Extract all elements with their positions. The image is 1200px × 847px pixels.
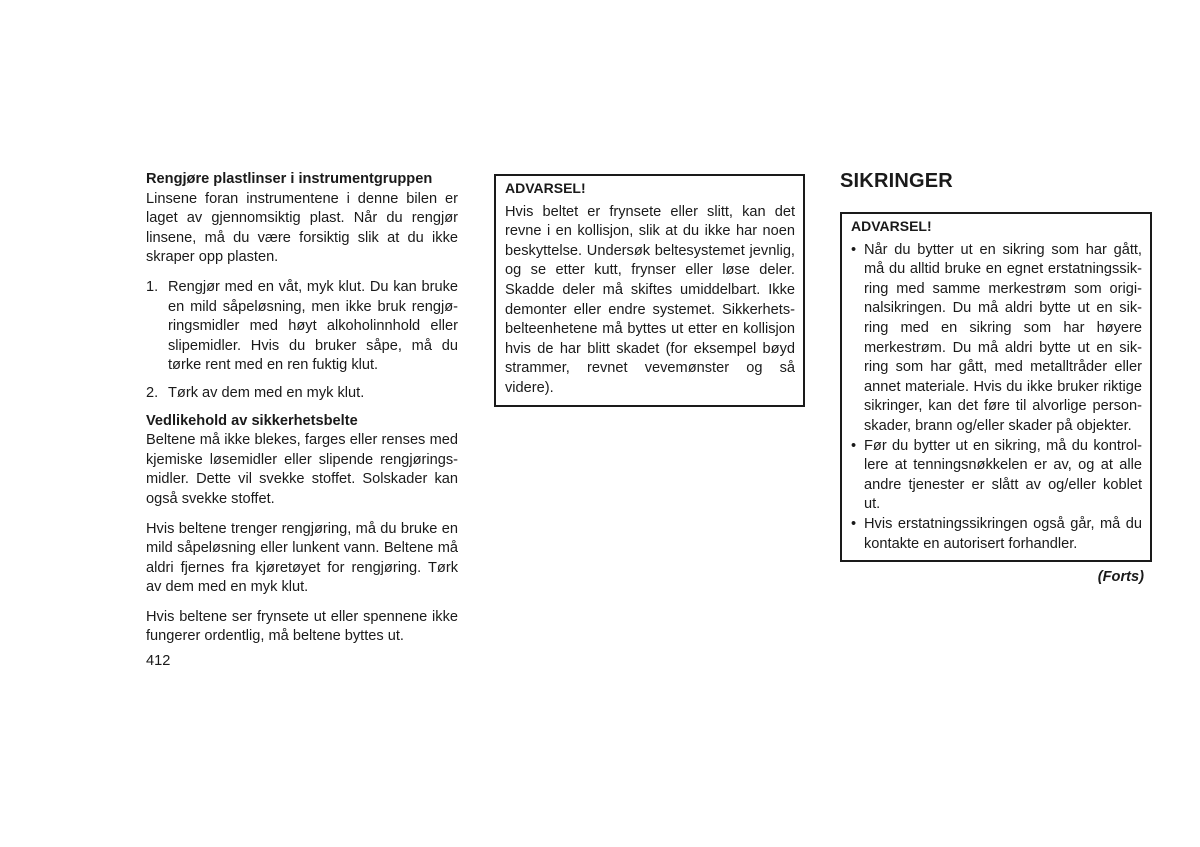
cleaning-steps-list — [146, 278, 458, 404]
list-item — [851, 241, 1142, 437]
warning-bullet-list — [851, 241, 1142, 555]
section-heading-plastic-lenses: Rengjøre plastlinser i instrumentgruppen — [146, 171, 433, 187]
warning-title: ADVARSEL! — [505, 180, 586, 196]
step-text: Tørk av dem med en myk klut. — [168, 384, 365, 401]
bullet-icon: • — [851, 515, 857, 532]
warning-box-fuses — [840, 212, 1152, 562]
section-title-fuses: SIKRINGER — [840, 170, 953, 192]
paragraph: Hvis beltene ser frynsete ut eller spennene ikke fungerer ordentlig, må beltene byttes ut. — [146, 608, 458, 645]
list-item — [146, 384, 458, 404]
warning-text: Hvis beltet er frynsete eller slitt, kan det revne i en kollisjon, slik at du ikke har noen beskyttelse. Undersøk beltesystemet jevnlig, og se etter kutt, frynser eller løse deler. Skadde deler må skiftes umiddelbart. Ikke demonter eller endre systemet. Sikkerhets-belteenhetene må byttes ut etter en kollisjon hvis de har blitt skadet (for eksempel bøyd strammer, revnet vevemønster og så videre). — [505, 203, 795, 396]
step-text: Rengjør med en våt, myk klut. Du kan bruke en mild såpeløsning, men ikke bruk rengjø-ringsmidler med høyt alkoholinnhold eller slipemidler. Hvis du bruker såpe, må du tørke rent med en ren fuktig klut. — [168, 278, 458, 374]
bullet-icon: • — [851, 437, 857, 454]
bullet-text: Når du bytter ut en sikring som har gått, må du alltid bruke en egnet erstatningssik-ring med samme merkestrøm som origi-nalsikringen. Du må aldri bytte ut en sik-ring med en sikring som har høyere merkestrøm. Du må aldri bytte ut en sik-ring som har gått, med metalltråder eller annet materiale. Hvis du ikke bruker riktige sikringer, kan det føre til alvorlige person-skader, brann og/eller skader på objekter. — [864, 241, 1142, 434]
continued-label: (Forts) — [1097, 569, 1144, 586]
warning-title: ADVARSEL! — [851, 218, 932, 234]
page-number: 412 — [146, 653, 171, 669]
bullet-text: Før du bytter ut en sikring, må du kontrol-lere at tenningsnøkkelen er av, og at alle andre tjenester er slått av og/eller koblet ut. — [864, 437, 1142, 513]
paragraph: Beltene må ikke blekes, farges eller renses med kjemiske løsemidler eller slipende rengjørings-midler. Dette vil svekke stoffet. Solskader kan også svekke stoffet. — [146, 432, 458, 507]
list-item — [146, 278, 458, 376]
paragraph: Hvis beltene trenger rengjøring, må du bruke en mild såpeløsning eller lunkent vann. Beltene må aldri fjernes fra kjøretøyet for rengjøring. Tørk av dem med en myk klut. — [146, 520, 458, 596]
list-item — [851, 437, 1142, 515]
step-number: 1. — [146, 278, 159, 295]
paragraph: Linsene foran instrumentene i denne bilen er laget av gjennomsiktig plast. Når du rengjør linsene, må du være forsiktig slik at du ikke skraper opp plasten. — [146, 190, 458, 266]
bullet-icon: • — [851, 241, 857, 258]
list-item — [851, 515, 1142, 554]
right-column — [840, 168, 1152, 588]
warning-box-seatbelt — [494, 174, 805, 407]
step-number: 2. — [146, 384, 159, 401]
bullet-text: Hvis erstatningssikringen også går, må du kontakte en autorisert forhandler. — [864, 515, 1142, 552]
section-heading-seatbelt-maintenance: Vedlikehold av sikkerhetsbelte — [146, 412, 358, 429]
left-column — [146, 170, 458, 647]
middle-column — [494, 174, 805, 407]
